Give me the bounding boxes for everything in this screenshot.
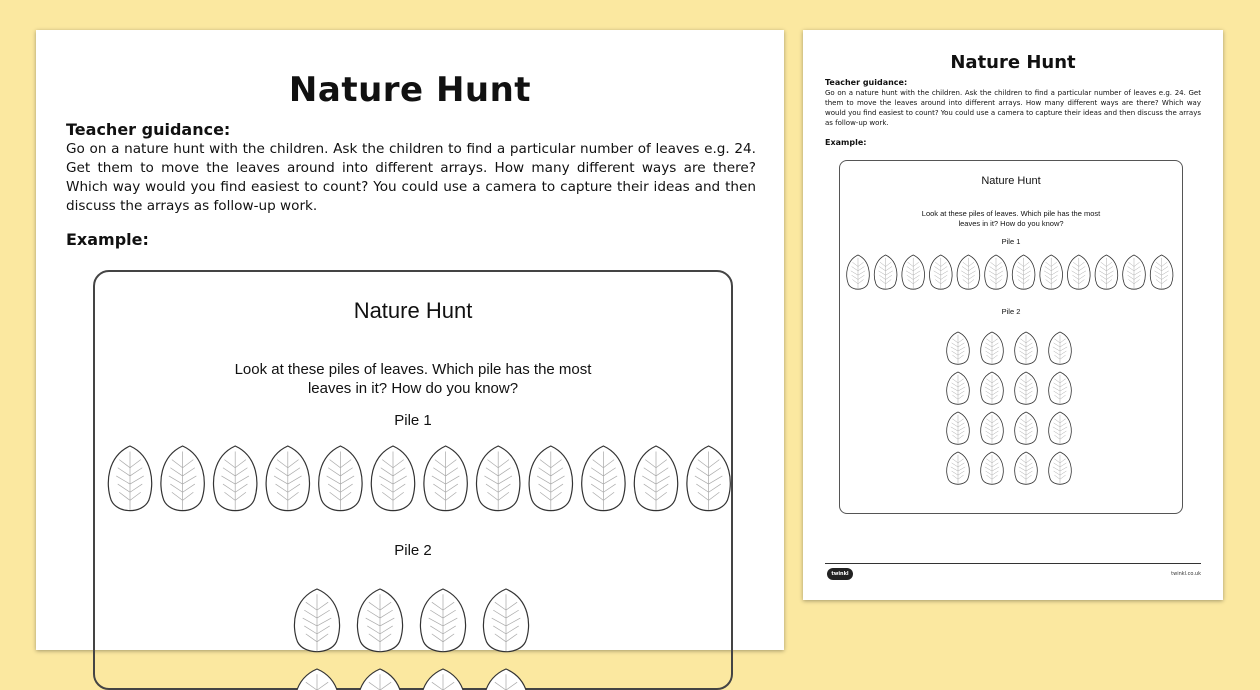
pile-1-leaf-small (847, 255, 870, 289)
pile-1-leaf (476, 446, 519, 511)
footer-url: twinkl.co.uk (1171, 571, 1201, 577)
example-activity-box (93, 270, 733, 690)
pile-1-leaf (634, 446, 677, 511)
pile-1-leaf-small (1123, 255, 1146, 289)
pile-2-leaf (357, 669, 402, 690)
prompt-line-2: leaves in it? How do you know? (307, 380, 519, 397)
prompt-line-1-small: Look at these piles of leaves. Which pile has the most (921, 209, 1101, 218)
footer-divider (825, 563, 1201, 564)
pile-2-leaf-small (947, 412, 970, 444)
pile-2-label-small: Pile 2 (1001, 307, 1021, 316)
pile-2-leaf-small (1015, 412, 1038, 444)
pile-1-label: Pile 1 (394, 412, 432, 429)
activity-title: Nature Hunt (353, 298, 473, 323)
pile-2-leaf-small (1049, 332, 1072, 364)
pile-1-leaf (582, 446, 625, 511)
leaf-illustrations-small (840, 161, 1182, 513)
pile-1-leaf-small (1068, 255, 1091, 289)
pile-1-leaf-small (902, 255, 925, 289)
pile-1-leaf-small (1150, 255, 1173, 289)
pile-2-leaf-small (981, 452, 1004, 484)
worksheet-page-small (803, 30, 1223, 600)
prompt-line-2-small: leaves in it? How do you know? (958, 219, 1064, 228)
pile-2-leaf-small (947, 372, 970, 404)
pile-1-leaf-small (1012, 255, 1035, 289)
pile-1-leaf (371, 446, 414, 511)
brand-logo: twinkl (827, 568, 853, 580)
pile-1-leaf-small (1095, 255, 1118, 289)
example-activity-box-small (839, 160, 1183, 514)
guidance-text: Go on a nature hunt with the children. Ask the children to find a particular number of leaves e.g. 24. Get them to move the leaves around into different arrays. How many different ways are there? Which way would you find easiest to count? You could use a camera to capture their ideas and then discuss the arrays as follow-up work. (66, 141, 756, 214)
pile-2-leaf (483, 589, 528, 652)
pile-2-leaf (357, 589, 402, 652)
pile-2-leaf-small (1049, 372, 1072, 404)
pile-1-leaf (319, 446, 362, 511)
pile-2-leaf-small (947, 452, 970, 484)
guidance-text-small: Go on a nature hunt with the children. Ask the children to find a particular number of leaves e.g. 24. Get them to move the leaves around into different arrays. How many different ways are there? Which way would you find easiest to count? You could use a camera to capture their ideas and then discuss the arrays as follow-up work. (825, 89, 1201, 127)
leaf-illustrations (95, 272, 731, 652)
example-heading-small: Example: (825, 138, 867, 147)
prompt-line-1: Look at these piles of leaves. Which pile has the most (234, 361, 592, 378)
pile-1-leaf (161, 446, 204, 511)
pile-2-leaf-small (1049, 452, 1072, 484)
pile-1-leaf-small (985, 255, 1008, 289)
pile-1-label-small: Pile 1 (1001, 237, 1021, 246)
guidance-heading-small: Teacher guidance: (825, 78, 908, 87)
pile-2-leaf-small (1015, 332, 1038, 364)
activity-title-small: Nature Hunt (981, 175, 1041, 187)
pile-1-leaf (687, 446, 730, 511)
pile-1-leaf (266, 446, 309, 511)
pile-2-leaf-small (947, 332, 970, 364)
pile-1-leaf (529, 446, 572, 511)
pile-2-leaf (294, 589, 339, 652)
page-title-small: Nature Hunt (950, 52, 1076, 73)
pile-2-leaf-small (981, 412, 1004, 444)
pile-2-label: Pile 2 (394, 542, 432, 559)
pile-2-leaf (294, 669, 339, 690)
pile-1-leaf-small (930, 255, 953, 289)
pile-1-leaf (424, 446, 467, 511)
example-heading: Example: (66, 230, 149, 249)
pile-2-leaf-small (981, 372, 1004, 404)
pile-2-leaf-small (1015, 452, 1038, 484)
pile-1-leaf (213, 446, 256, 511)
pile-1-leaf-small (957, 255, 980, 289)
pile-1-leaf (108, 446, 151, 511)
pile-2-leaf-small (1015, 372, 1038, 404)
pile-2-leaf-small (1049, 412, 1072, 444)
page-title: Nature Hunt (288, 70, 532, 110)
pile-2-leaf (420, 589, 465, 652)
pile-1-leaf-small (1040, 255, 1063, 289)
guidance-heading: Teacher guidance: (66, 120, 231, 139)
worksheet-page-large (36, 30, 784, 650)
pile-2-leaf (420, 669, 465, 690)
pile-2-leaf-small (981, 332, 1004, 364)
pile-1-leaf-small (874, 255, 897, 289)
pile-2-leaf (483, 669, 528, 690)
